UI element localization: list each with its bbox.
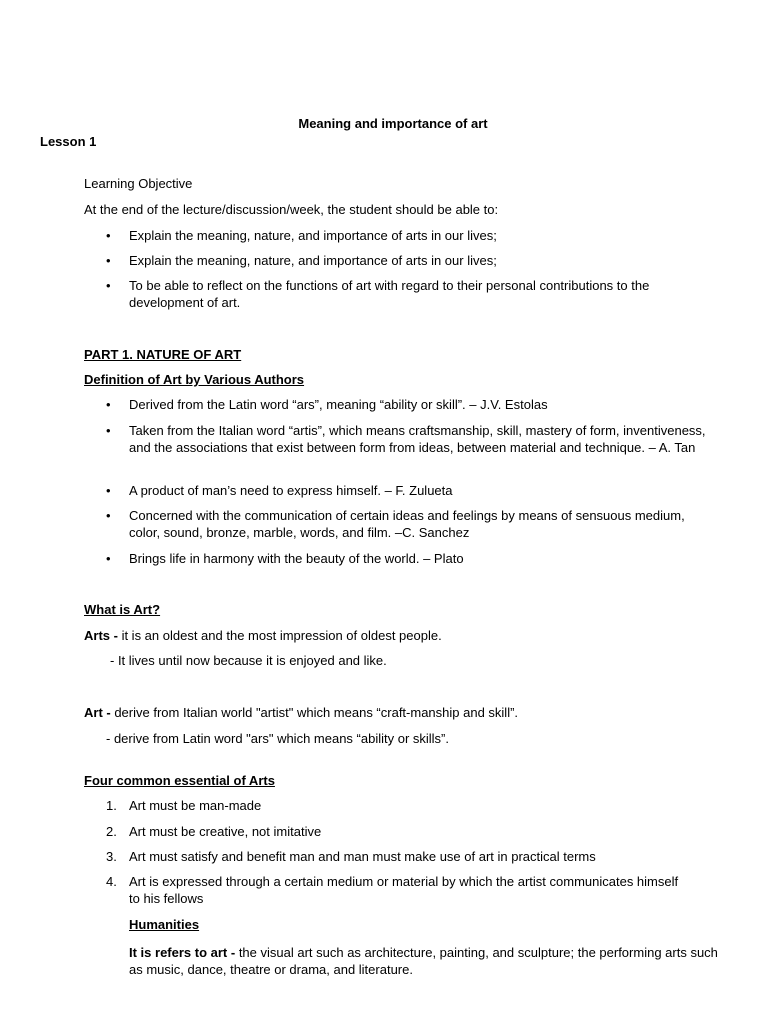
humanities-heading: Humanities (129, 917, 200, 932)
arts-subline: - It lives until now because it is enjoyed and like. (110, 653, 387, 668)
essential-item: 4. Art is expressed through a certain medium or material by which the artist communicates himself to his fellows (106, 874, 679, 906)
objective-item: • Explain the meaning, nature, and importance of arts in our lives; (106, 253, 497, 268)
bullet-mark: • (106, 483, 111, 498)
part1-heading: PART 1. NATURE OF ART (84, 347, 242, 362)
definition-item: • Concerned with the communication of certain ideas and feelings by means of sensuous medium, color, sound, bronze, marble, words, and film. –C. Sanchez (106, 508, 685, 540)
essential-item: 1. Art must be man-made (106, 798, 262, 813)
essential-item: 2. Art must be creative, not imitative (106, 824, 322, 839)
art-label: Art - (84, 705, 111, 720)
bullet-mark: • (106, 278, 111, 293)
objective-item: • To be able to reflect on the functions of art with regard to their personal contributions to the development of art. (106, 278, 650, 310)
art-paragraph: Art - derive from Italian world "artist" which means “craft-manship and skill”. (84, 705, 519, 720)
page-title: Meaning and importance of art (298, 116, 488, 131)
bullet-mark: • (106, 253, 111, 268)
bullet-mark: • (106, 423, 111, 438)
definition-item: • Brings life in harmony with the beauty of the world. – Plato (106, 551, 464, 566)
bullet-mark: • (106, 228, 111, 243)
objective-item: • Explain the meaning, nature, and importance of arts in our lives; (106, 228, 497, 243)
humanities-lead: It is refers to art - (129, 945, 236, 960)
bullet-mark: • (106, 551, 111, 566)
objective-intro: At the end of the lecture/discussion/week, the student should be able to: (84, 202, 499, 217)
objective-heading: Learning Objective (84, 176, 193, 191)
arts-label: Arts - (84, 628, 118, 643)
what-is-art-heading: What is Art? (84, 602, 161, 617)
definition-item: • Taken from the Italian word “artis”, which means craftsmanship, skill, mastery of form, inventiveness, and the associations that exist between form from ideas, between material and technique. – A. Tan (106, 423, 706, 455)
humanities-paragraph: It is refers to art - the visual art such as architecture, painting, and sculpture; the performing arts such as music, dance, theatre or drama, and literature. (129, 945, 718, 977)
arts-paragraph: Arts - it is an oldest and the most impression of oldest people. (84, 628, 442, 643)
lesson-label: Lesson 1 (40, 134, 97, 149)
essential-item: 3. Art must satisfy and benefit man and man must make use of art in practical terms (106, 849, 596, 864)
definition-item: • A product of man’s need to express himself. – F. Zulueta (106, 483, 453, 498)
definition-item: • Derived from the Latin word “ars”, meaning “ability or skill”. – J.V. Estolas (106, 397, 548, 412)
bullet-mark: • (106, 397, 111, 412)
bullet-mark: • (106, 508, 111, 523)
essentials-heading: Four common essential of Arts (84, 773, 275, 788)
definitions-heading: Definition of Art by Various Authors (84, 372, 305, 387)
art-subline: - derive from Latin word "ars" which means “ability or skills”. (106, 731, 449, 746)
